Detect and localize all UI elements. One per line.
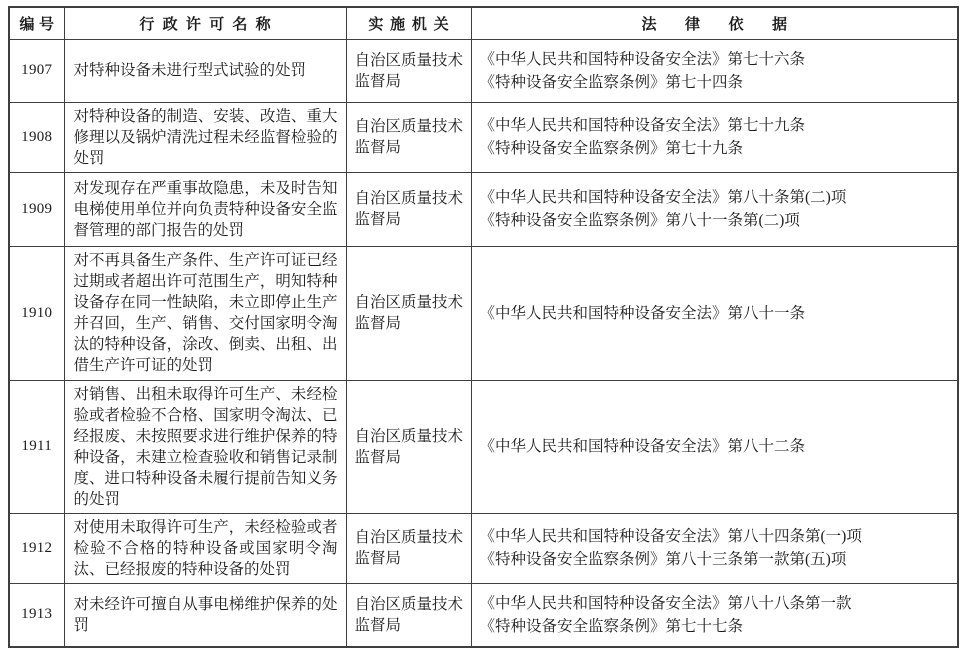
row-id-cell: 1912 — [9, 513, 64, 583]
legal-basis-line: 《中华人民共和国特种设备安全法》第八十一条 — [479, 304, 806, 322]
table-row — [9, 246, 958, 380]
legal-basis-line: 《特种设备安全监察条例》第七十七条 — [479, 617, 744, 635]
agency-cell: 自治区质量技术监督局 — [346, 172, 471, 246]
row-id-cell: 1908 — [9, 102, 64, 172]
agency-cell: 自治区质量技术监督局 — [346, 380, 471, 513]
row-id-cell: 1909 — [9, 172, 64, 246]
agency-cell: 自治区质量技术监督局 — [346, 102, 471, 172]
legal-basis-cell — [471, 583, 958, 647]
permit-name-cell: 对使用未取得许可生产，未经检验或者检验不合格的特种设备或国家明令淘汰、已经报废的特种设备的处罚 — [64, 513, 346, 583]
table-row — [9, 583, 958, 647]
header-name-cell: 行政许可名称 — [64, 7, 346, 39]
legal-basis-line: 《中华人民共和国特种设备安全法》第七十六条 — [479, 50, 806, 68]
table-row — [9, 380, 958, 513]
header-agency-cell: 实施机关 — [346, 7, 471, 39]
permit-name-cell: 对特种设备未进行型式试验的处罚 — [64, 39, 346, 102]
document-page — [8, 6, 959, 648]
header-row — [9, 7, 958, 39]
legal-basis-line: 《特种设备安全监察条例》第八十三条第一款第(五)项 — [479, 551, 847, 568]
table-header — [9, 7, 958, 39]
legal-basis-cell — [471, 246, 958, 380]
legal-basis-line: 《中华人民共和国特种设备安全法》第八十条第(二)项 — [479, 189, 847, 206]
permit-name-cell: 对不再具备生产条件、生产许可证已经过期或者超出许可范围生产，明知特种设备存在同一性缺陷，未立即停止生产并召回，生产、销售、交付国家明令淘汰的特种设备，涂改、倒卖、出租、出借生产许可证的处罚 — [64, 246, 346, 380]
agency-cell: 自治区质量技术监督局 — [346, 246, 471, 380]
legal-basis-line: 《中华人民共和国特种设备安全法》第八十四条第(一)项 — [479, 528, 862, 545]
legal-basis-line: 《中华人民共和国特种设备安全法》第七十九条 — [479, 117, 806, 134]
row-id-cell: 1907 — [9, 39, 64, 102]
legal-basis-line: 《特种设备安全监察条例》第七十九条 — [479, 140, 744, 157]
permit-name-cell: 对发现存在严重事故隐患，未及时告知电梯使用单位并向负责特种设备安全监督管理的部门报告的处罚 — [64, 172, 346, 246]
legal-basis-cell — [471, 102, 958, 172]
agency-cell: 自治区质量技术监督局 — [346, 39, 471, 102]
row-id-cell: 1913 — [9, 583, 64, 647]
agency-cell: 自治区质量技术监督局 — [346, 583, 471, 647]
legal-basis-cell — [471, 380, 958, 513]
administrative-permits-table — [8, 6, 959, 648]
legal-basis-cell — [471, 39, 958, 102]
table-row — [9, 39, 958, 102]
permit-name-cell: 对销售、出租未取得许可生产、未经检验或者检验不合格、国家明令淘汰、已经报废、未按照要求进行维护保养的特种设备，未建立检查验收和销售记录制度、进口特种设备未履行提前告知义务的处罚 — [64, 380, 346, 513]
legal-basis-line: 《中华人民共和国特种设备安全法》第八十二条 — [479, 438, 806, 455]
row-id-cell: 1911 — [9, 380, 64, 513]
legal-basis-cell — [471, 513, 958, 583]
legal-basis-line: 《特种设备安全监察条例》第七十四条 — [479, 73, 744, 91]
legal-basis-cell — [471, 172, 958, 246]
table-row — [9, 513, 958, 583]
legal-basis-line: 《中华人民共和国特种设备安全法》第八十八条第一款 — [479, 594, 852, 612]
legal-basis-line: 《特种设备安全监察条例》第八十一条第(二)项 — [479, 212, 800, 229]
permit-name-cell: 对特种设备的制造、安装、改造、重大修理以及锅炉清洗过程未经监督检验的处罚 — [64, 102, 346, 172]
table-row — [9, 172, 958, 246]
permit-name-cell: 对未经许可擅自从事电梯维护保养的处罚 — [64, 583, 346, 647]
agency-cell: 自治区质量技术监督局 — [346, 513, 471, 583]
row-id-cell: 1910 — [9, 246, 64, 380]
header-id-cell: 编号 — [9, 7, 64, 39]
table-body — [9, 39, 958, 647]
header-legal-cell: 法律依据 — [471, 7, 958, 39]
table-row — [9, 102, 958, 172]
